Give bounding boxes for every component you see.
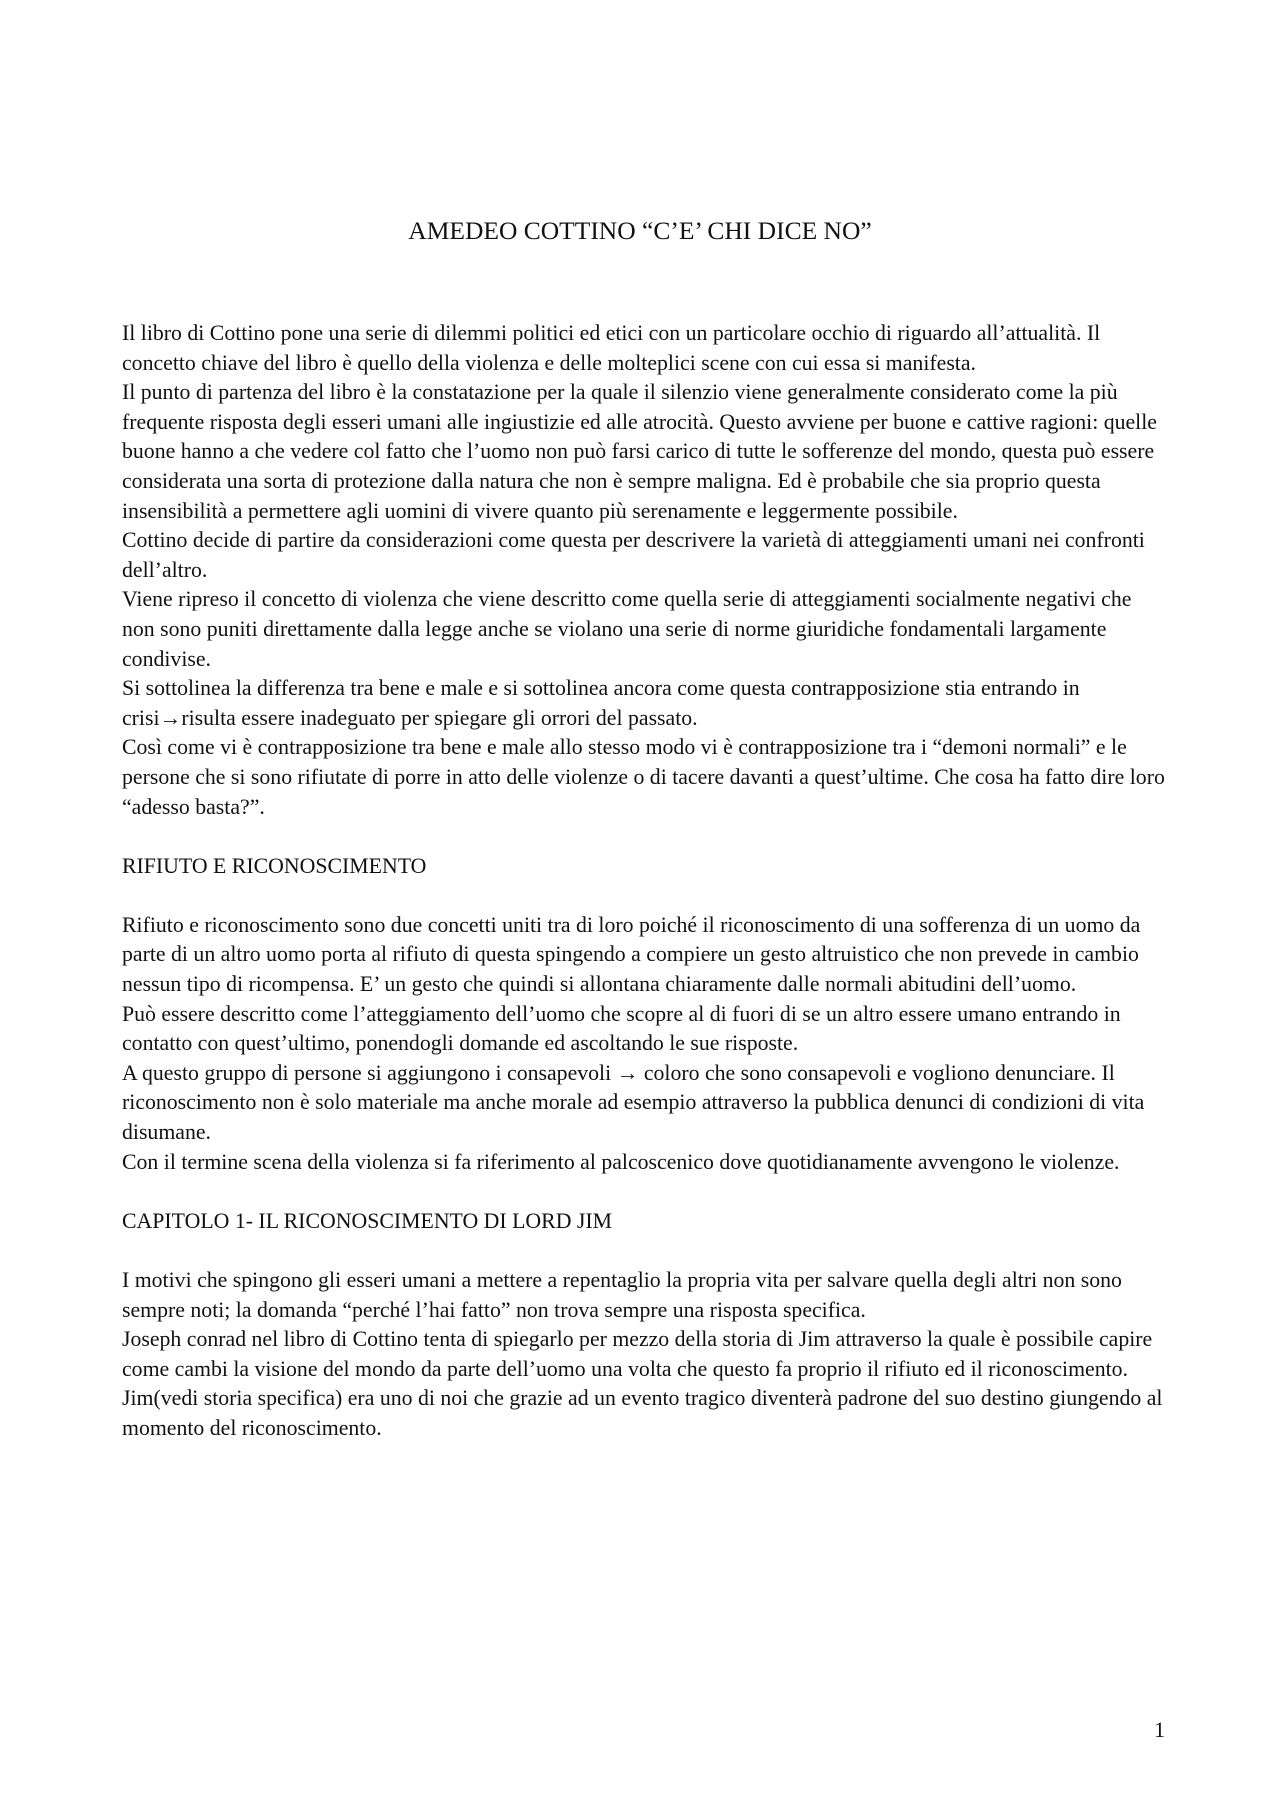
section-paragraph: Jim(vedi storia specifica) era uno di noi che grazie ad un evento tragico diventerà padrone del suo destino giungendo al momento del riconoscimento.	[122, 1386, 1163, 1440]
intro-paragraph: Si sottolinea la differenza tra bene e male e si sottolinea ancora come questa contrapposizione stia entrando in crisi→risulta essere inadeguato per spiegare gli orrori del passato.	[122, 676, 1080, 730]
section-paragraph: Può essere descritto come l’atteggiamento dell’uomo che scopre al di fuori di se un altro essere umano entrando in contatto con quest’ultimo, ponendogli domande ed ascoltando le sue risposte.	[122, 1001, 1121, 1056]
section-paragraph: Rifiuto e riconoscimento sono due concetti uniti tra di loro poiché il riconoscimento di una sofferenza di un uomo da parte di un altro uomo porta al rifiuto di questa spingendo a compiere un gesto altruistico che non prevede in cambio nessun tipo di ricompensa. E’ un gesto che quindi si allontana chiaramente dalle normali abitudini dell’uomo.	[122, 912, 1141, 997]
spacer	[122, 881, 1167, 911]
section-paragraph: Con il termine scena della violenza si fa riferimento al palcoscenico dove quotidianamente avvengono le violenze.	[122, 1149, 1120, 1174]
intro-paragraph: Viene ripreso il concetto di violenza che viene descritto come quella serie di atteggiamenti socialmente negativi che non sono puniti direttamente dalla legge anche se violano una serie di norme giuridiche fondamentali largamente condivise.	[122, 587, 1132, 671]
intro-paragraph: Cottino decide di partire da considerazioni come questa per descrivere la varietà di atteggiamenti umani nei confronti dell’altro.	[122, 528, 1145, 582]
document-title: AMEDEO COTTINO “C’E’ CHI DICE NO”	[408, 216, 872, 245]
section-heading-rifiuto: RIFIUTO E RICONOSCIMENTO	[122, 853, 427, 878]
spacer	[122, 822, 1167, 852]
section-heading-capitolo-1: CAPITOLO 1- IL RICONOSCIMENTO DI LORD JIM	[122, 1208, 613, 1233]
section-paragraph: Joseph conrad nel libro di Cottino tenta di spiegarlo per mezzo della storia di Jim attraverso la quale è possibile capire come cambi la visione del mondo da parte dell’uomo una volta che questo fa proprio il rifiuto ed il riconoscimento.	[122, 1327, 1153, 1381]
intro-paragraph: Il libro di Cottino pone una serie di dilemmi politici ed etici con un particolare occhio di riguardo all’attualità. Il concetto chiave del libro è quello della violenza e delle molteplici scene con cui essa si manifesta.	[122, 321, 1101, 375]
intro-paragraph: Così come vi è contrapposizione tra bene e male allo stesso modo vi è contrapposizione tra i “demoni normali” e le persone che si sono rifiutate di porre in atto delle violenze o di tacere davanti a quest’ultime. Che cosa ha fatto dire loro “adesso basta?”.	[122, 735, 1165, 819]
spacer	[122, 1236, 1167, 1266]
section-paragraph: A questo gruppo di persone si aggiungono i consapevoli → coloro che sono consapevoli e vogliono denunciare. Il riconoscimento non è solo materiale ma anche morale ad esempio attraverso la pubblica denunci di condizioni di vita disumane.	[122, 1060, 1145, 1145]
document-body	[122, 319, 1167, 1444]
intro-paragraph: Il punto di partenza del libro è la constatazione per la quale il silenzio viene generalmente considerato come la più frequente risposta degli esseri umani alle ingiustizie ed alle atrocità. Questo avviene per buone e cattive ragioni: quelle buone hanno a che vedere col fatto che l’uomo non può farsi carico di tutte le sofferenze del mondo, questa può essere considerata una sorta di protezione dalla natura che non è sempre maligna. Ed è probabile che sia proprio questa insensibilità a permettere agli uomini di vivere quanto più serenamente e leggermente possibile.	[122, 380, 1157, 523]
section-paragraph: I motivi che spingono gli esseri umani a mettere a repentaglio la propria vita per salvare quella degli altri non sono sempre noti; la domanda “perché l’hai fatto” non trova sempre una risposta specifica.	[122, 1268, 1122, 1322]
spacer	[122, 1177, 1167, 1207]
page-number: 1	[1154, 1718, 1165, 1742]
